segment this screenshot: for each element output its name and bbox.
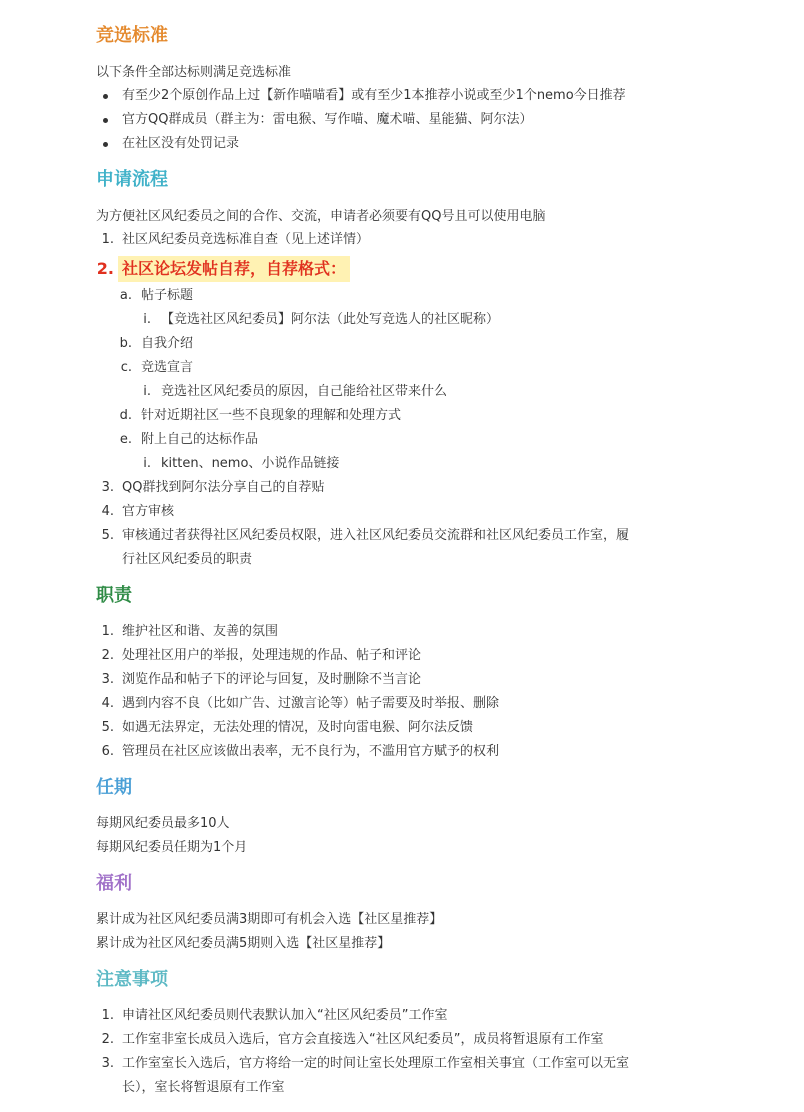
substep-letter: d. xyxy=(119,408,132,423)
process-intro: 为方便社区风纪委员之间的合作、交流，申请者必须要有QQ号且可以使用电脑 xyxy=(96,209,546,224)
substep-roman: i. xyxy=(143,312,151,327)
process-substep: 竞选社区风纪委员的原因，自己能给社区带来什么 xyxy=(161,384,448,399)
term-line: 每期风纪委员任期为1个月 xyxy=(96,840,248,855)
substep-roman: i. xyxy=(143,456,151,471)
duty-number: 6. xyxy=(101,744,114,759)
step-number: 3. xyxy=(101,480,114,495)
benefit-line: 累计成为社区风纪委员满5期则入选【社区星推荐】 xyxy=(96,936,391,951)
substep-letter: c. xyxy=(120,360,132,375)
bullet-icon xyxy=(103,142,108,147)
process-substep: 竞选宣言 xyxy=(141,360,194,375)
process-step: 审核通过者获得社区风纪委员权限，进入社区风纪委员交流群和社区风纪委员工作室，履 xyxy=(122,528,630,543)
duty-item: 处理社区用户的举报，处理违规的作品、帖子和评论 xyxy=(122,648,422,663)
section-title-duties: 职责 xyxy=(96,585,132,606)
criteria-item: 在社区没有处罚记录 xyxy=(122,136,240,151)
note-number: 1. xyxy=(101,1008,114,1023)
note-item: 工作室非室长成员入选后，官方会直接选入“社区风纪委员”，成员将暂退原有工作室 xyxy=(122,1032,604,1047)
step-number: 5. xyxy=(101,528,114,543)
process-step-continued: 行社区风纪委员的职责 xyxy=(122,552,253,567)
note-item: 申请社区风纪委员则代表默认加入“社区风纪委员”工作室 xyxy=(122,1008,448,1023)
process-step: 官方审核 xyxy=(122,504,175,519)
benefit-line: 累计成为社区风纪委员满3期即可有机会入选【社区星推荐】 xyxy=(96,912,443,927)
highlighted-step xyxy=(118,256,350,282)
note-number: 3. xyxy=(101,1056,114,1071)
duty-item: 遇到内容不良（比如广告、过激言论等）帖子需要及时举报、删除 xyxy=(122,696,500,711)
duty-number: 2. xyxy=(101,648,114,663)
process-step: 社区风纪委员竞选标准自查（见上述详情） xyxy=(122,232,370,247)
bullet-icon xyxy=(103,118,108,123)
process-substep: kitten、nemo、小说作品链接 xyxy=(161,456,340,471)
note-number: 2. xyxy=(101,1032,114,1047)
note-item: 工作室室长入选后，官方将给一定的时间让室长处理原工作室相关事宜（工作室可以无室 xyxy=(122,1056,630,1071)
duty-number: 4. xyxy=(101,696,114,711)
section-title-benefits: 福利 xyxy=(96,873,132,894)
substep-letter: e. xyxy=(119,432,132,447)
process-substep: 帖子标题 xyxy=(141,288,194,303)
substep-letter: a. xyxy=(119,288,132,303)
step-number: 4. xyxy=(101,504,114,519)
duty-number: 3. xyxy=(101,672,114,687)
process-step-highlight: 社区论坛发帖自荐，自荐格式： xyxy=(122,259,347,278)
note-item-continued: 长），室长将暂退原有工作室 xyxy=(122,1080,285,1095)
step-number: 1. xyxy=(101,232,114,247)
step-number: 2. xyxy=(96,259,114,278)
criteria-item: 有至少2个原创作品上过【新作喵喵看】或有至少1本推荐小说或至少1个nemo今日推荐 xyxy=(122,88,626,103)
duty-number: 1. xyxy=(101,624,114,639)
process-substep: 【竞选社区风纪委员】阿尔法（此处写竞选人的社区昵称） xyxy=(161,312,500,327)
duty-item: 维护社区和谐、友善的氛围 xyxy=(122,624,279,639)
process-substep: 针对近期社区一些不良现象的理解和处理方式 xyxy=(141,408,402,423)
section-title-term: 任期 xyxy=(96,777,132,798)
section-title-criteria: 竞选标准 xyxy=(96,25,168,46)
duty-item: 如遇无法界定，无法处理的情况，及时向雷电猴、阿尔法反馈 xyxy=(122,720,474,735)
section-title-notes: 注意事项 xyxy=(96,969,168,990)
process-substep: 附上自己的达标作品 xyxy=(141,432,259,447)
term-line: 每期风纪委员最多10人 xyxy=(96,816,230,831)
duty-item: 浏览作品和帖子下的评论与回复，及时删除不当言论 xyxy=(122,672,422,687)
substep-letter: b. xyxy=(119,336,132,351)
criteria-intro: 以下条件全部达标则满足竞选标准 xyxy=(96,65,292,80)
section-title-process: 申请流程 xyxy=(96,169,168,190)
bullet-icon xyxy=(103,94,108,99)
process-step: QQ群找到阿尔法分享自己的自荐贴 xyxy=(122,480,325,495)
duty-item: 管理员在社区应该做出表率，无不良行为，不滥用官方赋予的权利 xyxy=(122,744,500,759)
duty-number: 5. xyxy=(101,720,114,735)
criteria-item: 官方QQ群成员（群主为：雷电猴、写作喵、魔术喵、星能猫、阿尔法） xyxy=(122,112,533,127)
substep-roman: i. xyxy=(143,384,151,399)
process-substep: 自我介绍 xyxy=(141,336,194,351)
